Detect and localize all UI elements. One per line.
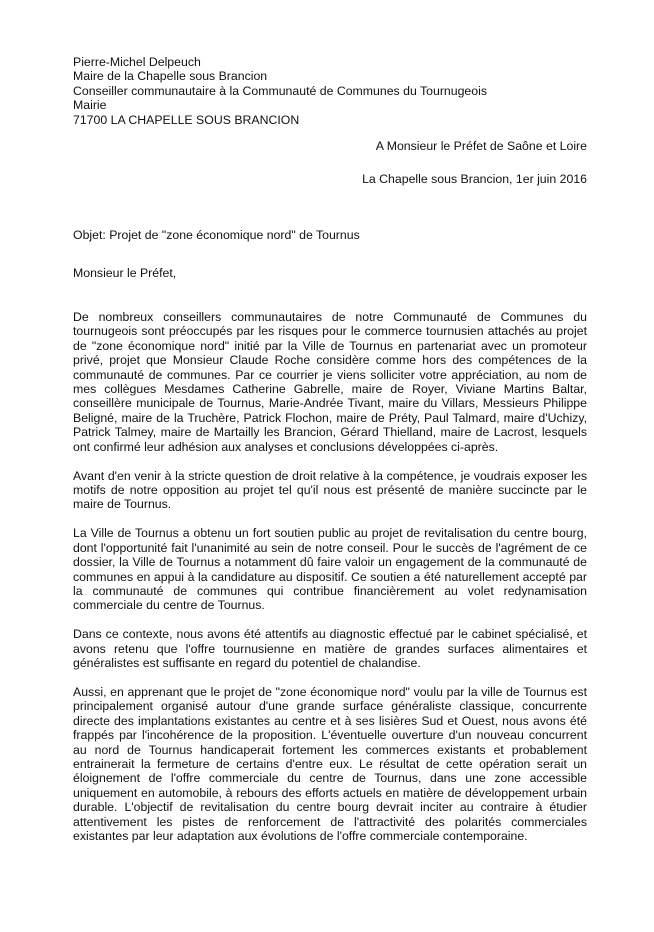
letter-subject: Objet: Projet de "zone économique nord" de Tournus	[73, 228, 360, 242]
sender-address-line-2: 71700 LA CHAPELLE SOUS BRANCION	[73, 112, 300, 127]
sender-role-mayor: Maire de la Chapelle sous Brancion	[73, 69, 268, 84]
body-paragraph: Aussi, en apprenant que le projet de "zone économique nord" voulu par la ville de Tournus est principalement organisé autour d'une grande surface généraliste classique, concurrente directe des implantations existantes au centre et à ses lisières Sud et Ouest, nous avons été frappés par l'incohérence de la proposition. L'éventuelle ouverture d'un nouveau concurrent au nord de Tournus handicaperait fortement les commerces existants et probablement entrainerait la fermeture de certains d'entre eux. Le résultat de cette opération serait un éloignement de l'offre commerciale du centre de Tournus, dans une zone accessible uniquement en automobile, à rebours des efforts actuels en matière de développement urbain durable. L'objectif de revitalisation du centre bourg devrait inciter au contraire à étudier attentivement les pistes de renforcement de l'attractivité des polarités commerciales existantes par leur adaptation aux évolutions de l'offre commerciale contemporaine.	[73, 684, 587, 843]
letter-body	[73, 310, 587, 858]
sender-role-councillor: Conseiller communautaire à la Communauté de Communes du Tournugeois	[73, 83, 487, 98]
sender-block	[73, 55, 487, 127]
place-and-date: La Chapelle sous Brancion, 1er juin 2016	[362, 172, 587, 186]
body-paragraph: Dans ce contexte, nous avons été attentifs au diagnostic effectué par le cabinet spécialisé, et avons retenu que l'offre tournusienne en matière de grandes surfaces alimentaires et généralistes est suffisante en regard du potentiel de chalandise.	[73, 627, 587, 671]
sender-name: Pierre-Michel Delpeuch	[73, 55, 201, 69]
recipient-line: A Monsieur le Préfet de Saône et Loire	[375, 139, 587, 153]
salutation: Monsieur le Préfet,	[73, 266, 177, 280]
body-paragraph: Avant d'en venir à la stricte question de droit relative à la compétence, je voudrais exposer les motifs de notre opposition au projet tel qu'il nous est présenté de manière succincte par le maire de Tournus.	[73, 468, 587, 512]
body-paragraph: De nombreux conseillers communautaires de notre Communauté de Communes du tournugeois sont préoccupés par les risques pour le commerce tournusien attachés au projet de "zone économique nord" initié par la Ville de Tournus en partenariat avec un promoteur privé, projet que Monsieur Claude Roche considère comme hors des compétences de la communauté de communes. Par ce courrier je viens solliciter votre appréciation, au nom de mes collègues Mesdames Catherine Gabrelle, maire de Royer, Viviane Martins Baltar, conseillère municipale de Tournus, Marie-Andrée Tivant, maire du Villars, Messieurs Philippe Beligné, maire de la Truchère, Patrick Flochon, maire de Préty, Paul Talmard, maire d'Uchizy, Patrick Talmey, maire de Martailly les Brancion, Gérard Thielland, maire de Lacrost, lesquels ont confirmé leur adhésion aux analyses et conclusions développées ci-après.	[73, 310, 587, 454]
sender-address-line-1: Mairie	[73, 98, 107, 113]
body-paragraph: La Ville de Tournus a obtenu un fort soutien public au projet de revitalisation du centre bourg, dont l'opportunité fait l'unanimité au sein de notre conseil. Pour le succès de l'agrément de ce dossier, la Ville de Tournus a notamment dû faire valoir un engagement de la communauté de communes en appui à la candidature au dispositif. Ce soutien a été naturellement accepté par la communauté de communes qui contribue financièrement au volet redynamisation commerciale du centre de Tournus.	[73, 526, 587, 613]
